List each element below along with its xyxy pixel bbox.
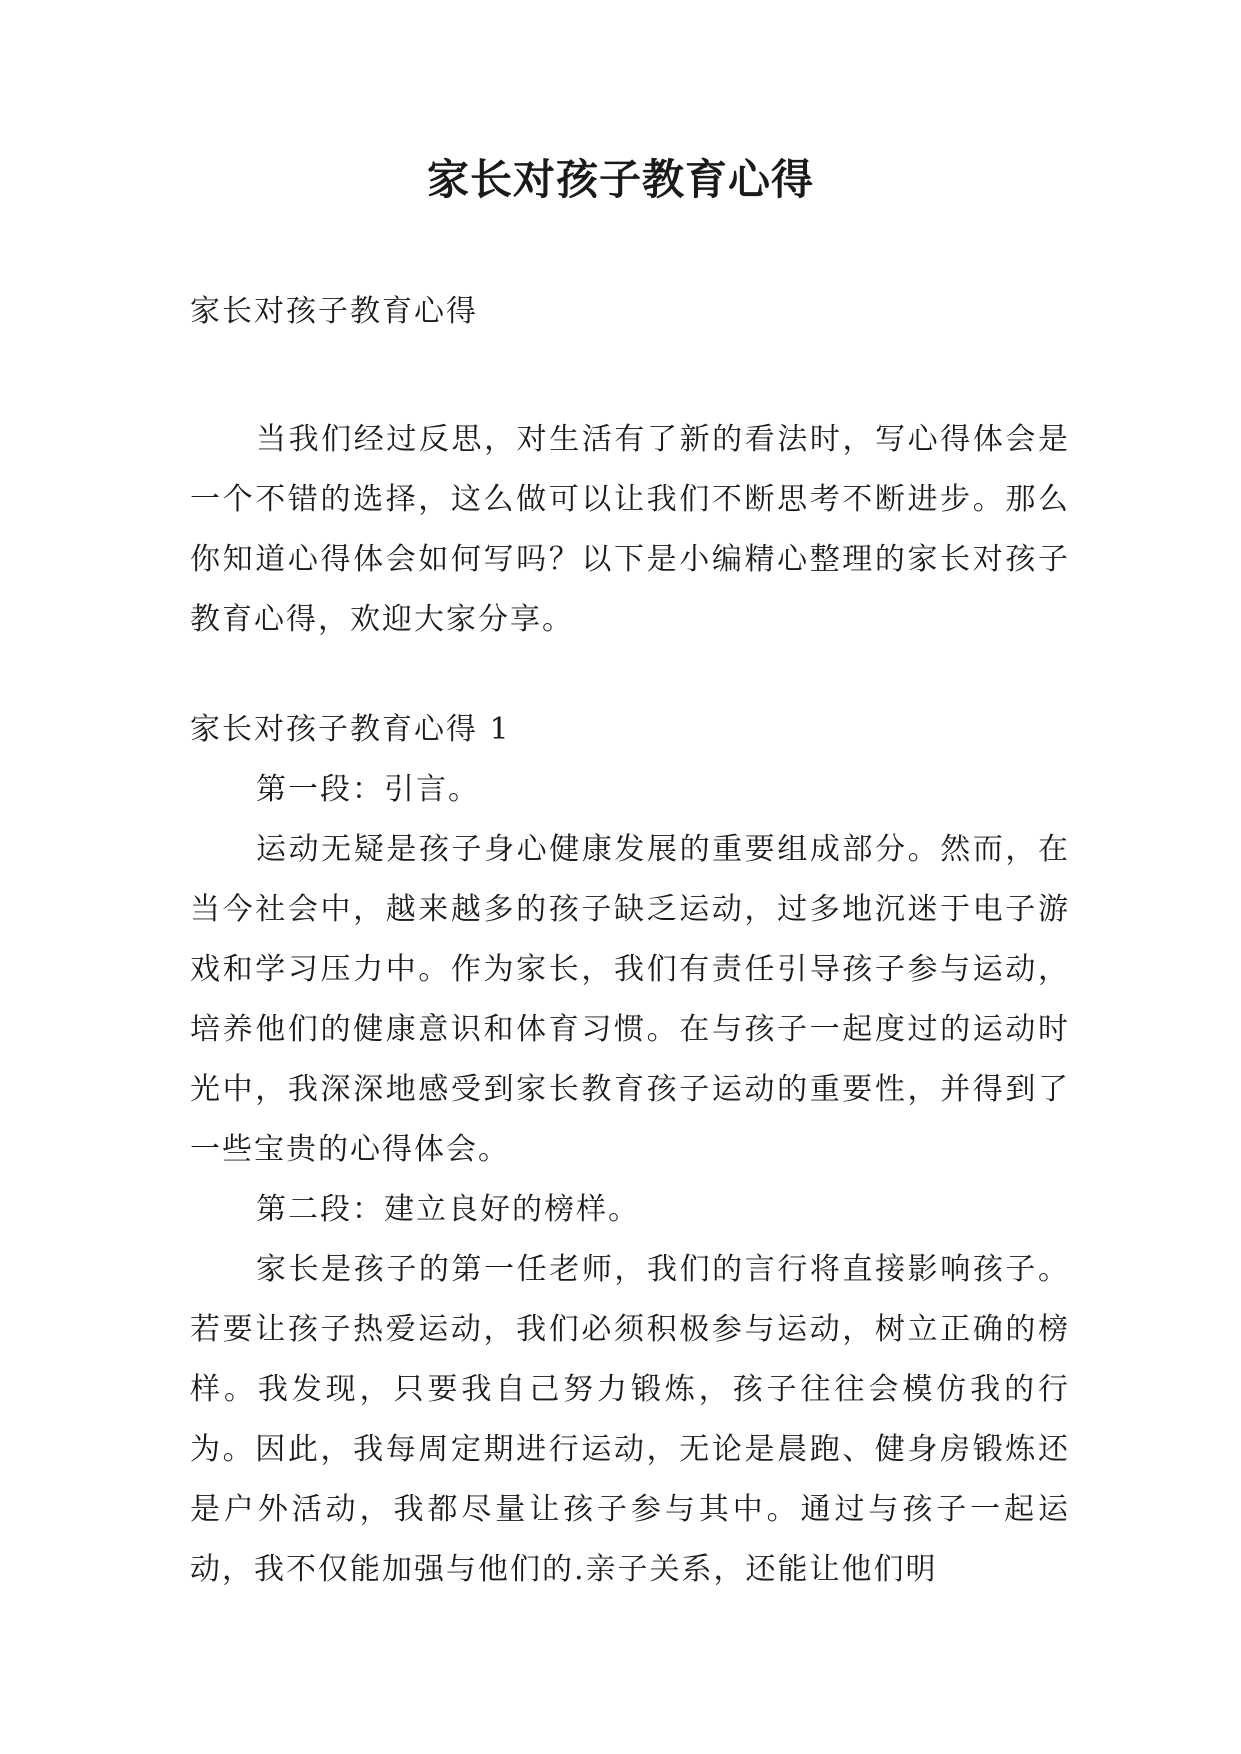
section-paragraph-1: 第一段：引言。: [256, 772, 480, 807]
section-paragraph-3: 第二段：建立良好的榜样。: [256, 1192, 640, 1227]
document-subtitle: 家长对孩子教育心得: [190, 294, 478, 329]
section-paragraph-2: 运动无疑是孩子身心健康发展的重要组成部分。然而，在当今社会中，越来越多的孩子缺乏运动，过多地沉迷于电子游戏和学习压力中。作为家长，我们有责任引导孩子参与运动，培养他们的健康意识和体育习惯。在与孩子一起度过的运动时光中，我深深地感受到家长教育孩子运动的重要性，并得到了一些宝贵的心得体会。: [190, 832, 1070, 1167]
section-heading: 家长对孩子教育心得 1: [190, 712, 511, 747]
section-paragraph-4: 家长是孩子的第一任老师，我们的言行将直接影响孩子。若要让孩子热爱运动，我们必须积极参与运动，树立正确的榜样。我发现，只要我自己努力锻炼，孩子往往会模仿我的行为。因此，我每周定期进行运动，无论是晨跑、健身房锻炼还是户外活动，我都尽量让孩子参与其中。通过与孩子一起运动，我不仅能加强与他们的.亲子关系，还能让他们明: [190, 1252, 1070, 1587]
intro-paragraph: 当我们经过反思，对生活有了新的看法时，写心得体会是一个不错的选择，这么做可以让我们不断思考不断进步。那么你知道心得体会如何写吗？以下是小编精心整理的家长对孩子教育心得，欢迎大家分享。: [190, 422, 1070, 637]
document-title: 家长对孩子教育心得: [426, 155, 814, 204]
section-1: [190, 700, 1070, 1600]
